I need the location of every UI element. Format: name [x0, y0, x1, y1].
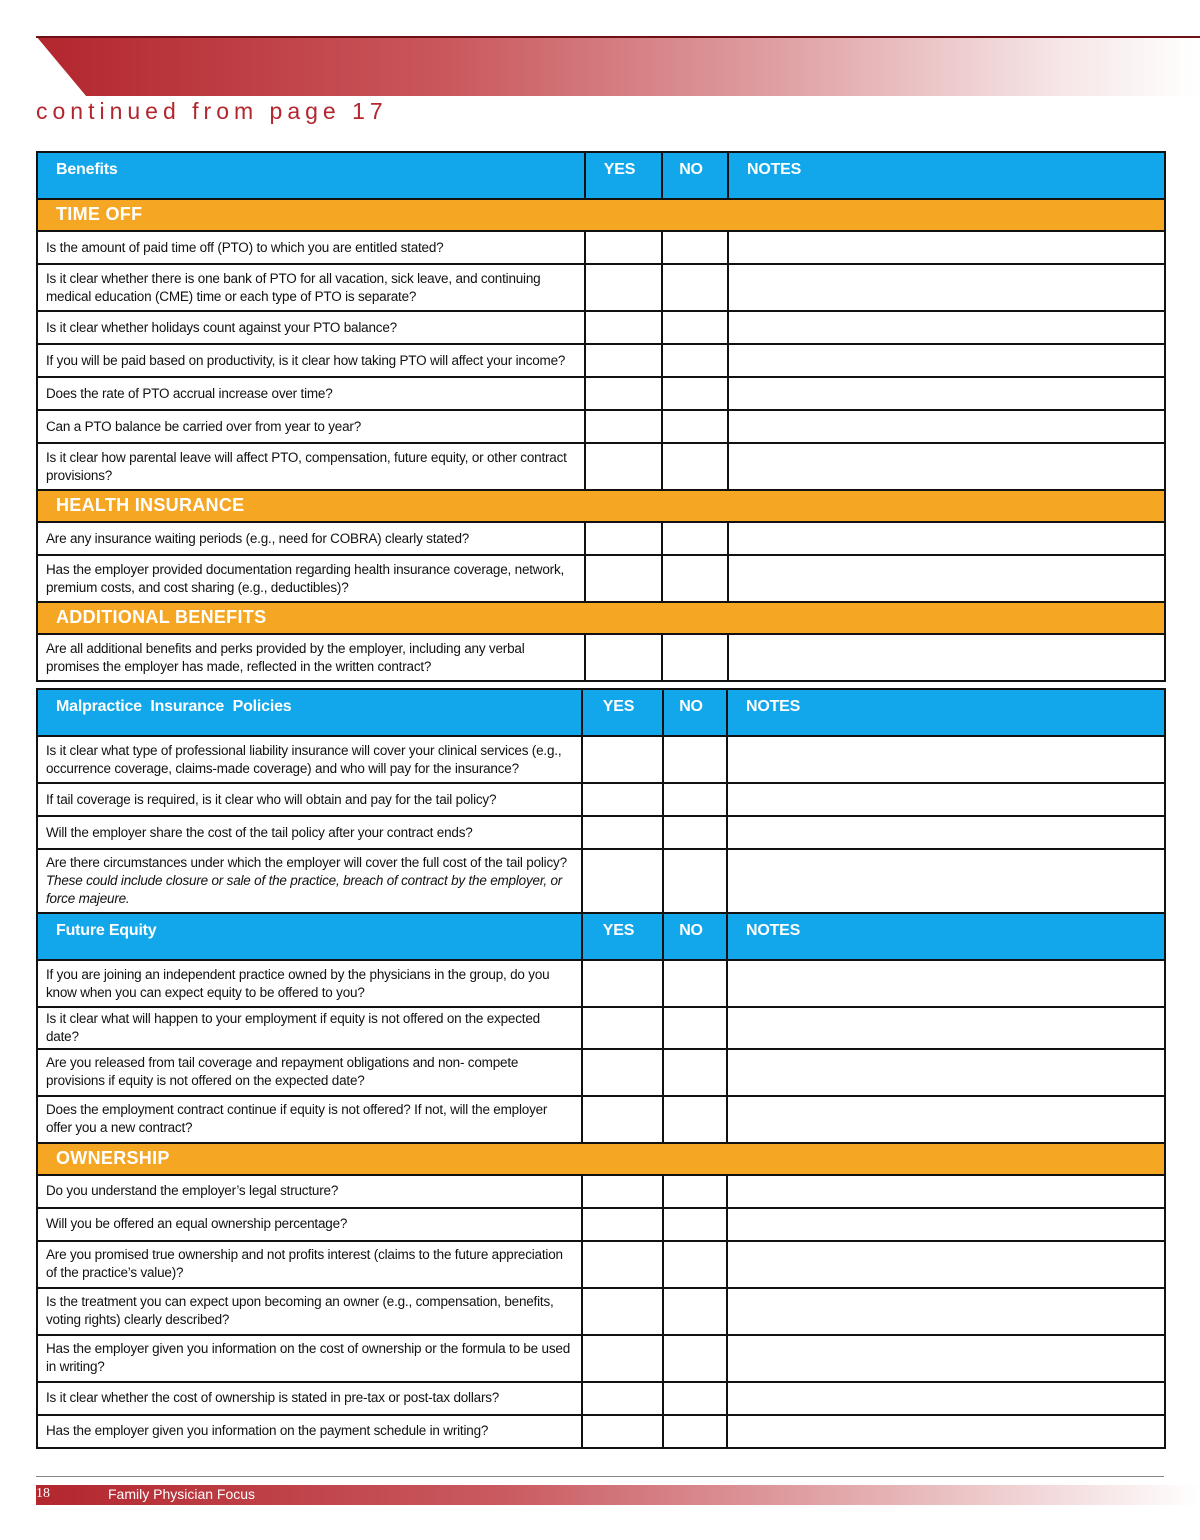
- notes-column-header: NOTES: [727, 689, 1165, 736]
- table-row: [37, 311, 1165, 344]
- notes-field[interactable]: [728, 634, 1165, 681]
- category-row-time-off: [37, 199, 1165, 231]
- yes-checkbox[interactable]: [582, 1288, 663, 1335]
- category-title: ADDITIONAL BENEFITS: [37, 602, 1165, 634]
- no-checkbox[interactable]: [663, 1049, 727, 1096]
- question-text: Is it clear how parental leave will affect PTO, compensation, future equity, or other contract provisions?: [37, 443, 585, 490]
- notes-field[interactable]: [728, 410, 1165, 443]
- table-row: [37, 522, 1165, 555]
- table-row: [37, 960, 1165, 1007]
- notes-field[interactable]: [727, 1241, 1165, 1288]
- no-column-header: NO: [663, 689, 727, 736]
- no-checkbox[interactable]: [662, 410, 728, 443]
- yes-checkbox[interactable]: [582, 1382, 663, 1415]
- yes-checkbox[interactable]: [585, 264, 662, 311]
- notes-field[interactable]: [727, 1208, 1165, 1241]
- no-checkbox[interactable]: [662, 555, 728, 602]
- yes-column-header: YES: [582, 689, 663, 736]
- question-text: Is it clear what type of professional liability insurance will cover your clinical services (e.g., occurrence coverage, claims-made coverage) and who will pay for the insurance?: [37, 736, 582, 783]
- header-decorative-band: [36, 36, 1200, 96]
- no-checkbox[interactable]: [663, 1241, 727, 1288]
- yes-column-header: YES: [582, 913, 663, 960]
- yes-checkbox[interactable]: [582, 816, 663, 849]
- table-row: [37, 410, 1165, 443]
- notes-column-header: NOTES: [728, 152, 1165, 199]
- footer-rule: [36, 1476, 1164, 1477]
- continued-label: continued from page 17: [36, 98, 388, 124]
- equity-header-row: [37, 913, 1165, 960]
- notes-field[interactable]: [728, 344, 1165, 377]
- notes-field[interactable]: [728, 264, 1165, 311]
- question-text: Do you understand the employer’s legal structure?: [37, 1175, 582, 1208]
- yes-checkbox[interactable]: [582, 736, 663, 783]
- no-checkbox[interactable]: [662, 311, 728, 344]
- question-text: If tail coverage is required, is it clear who will obtain and pay for the tail policy?: [37, 783, 582, 816]
- no-checkbox[interactable]: [663, 1096, 727, 1143]
- table-row: [37, 377, 1165, 410]
- yes-checkbox[interactable]: [582, 1096, 663, 1143]
- yes-checkbox[interactable]: [582, 1007, 663, 1049]
- question-text: Are there circumstances under which the employer will cover the full cost of the tail policy?: [46, 855, 567, 871]
- category-row-additional-benefits: [37, 602, 1165, 634]
- table-row: [37, 1288, 1165, 1335]
- notes-field[interactable]: [727, 736, 1165, 783]
- yes-checkbox[interactable]: [582, 1241, 663, 1288]
- equity-title: Future Equity: [37, 913, 582, 960]
- table-row: [37, 264, 1165, 311]
- benefits-title: Benefits: [37, 152, 585, 199]
- category-title: OWNERSHIP: [37, 1143, 1165, 1175]
- no-checkbox[interactable]: [662, 264, 728, 311]
- notes-field[interactable]: [727, 1335, 1165, 1382]
- table-row: [37, 1208, 1165, 1241]
- table-row: [37, 1241, 1165, 1288]
- no-checkbox[interactable]: [663, 960, 727, 1007]
- no-checkbox[interactable]: [662, 231, 728, 264]
- notes-field[interactable]: [727, 1382, 1165, 1415]
- notes-field[interactable]: [727, 1288, 1165, 1335]
- yes-checkbox[interactable]: [582, 960, 663, 1007]
- no-checkbox[interactable]: [663, 1382, 727, 1415]
- no-checkbox[interactable]: [662, 634, 728, 681]
- malpractice-title: Malpractice Insurance Policies: [37, 689, 582, 736]
- no-checkbox[interactable]: [663, 783, 727, 816]
- table-row: [37, 231, 1165, 264]
- question-text: Does the employment contract continue if equity is not offered? If not, will the employer offer you a new contract?: [37, 1096, 582, 1143]
- table-row: [37, 816, 1165, 849]
- notes-field[interactable]: [728, 231, 1165, 264]
- table-row: [37, 1175, 1165, 1208]
- no-checkbox[interactable]: [662, 377, 728, 410]
- question-text: If you are joining an independent practice owned by the physicians in the group, do you know when you can expect equity to be offered to you?: [37, 960, 582, 1007]
- question-text: Are you promised true ownership and not profits interest (claims to the future appreciation of the practice’s value)?: [37, 1241, 582, 1288]
- category-row-health-insurance: [37, 490, 1165, 522]
- notes-field[interactable]: [727, 960, 1165, 1007]
- yes-checkbox[interactable]: [585, 311, 662, 344]
- notes-field[interactable]: [728, 443, 1165, 490]
- yes-checkbox[interactable]: [585, 231, 662, 264]
- question-text: Will you be offered an equal ownership percentage?: [37, 1208, 582, 1241]
- malpractice-equity-table: [36, 688, 1166, 1449]
- yes-checkbox[interactable]: [585, 377, 662, 410]
- notes-column-header: NOTES: [727, 913, 1165, 960]
- question-text: Is it clear whether there is one bank of PTO for all vacation, sick leave, and continuing medical education (CME) time or each type of PTO is separate?: [37, 264, 585, 311]
- table-row: [37, 1049, 1165, 1096]
- benefits-header-row: [37, 152, 1165, 199]
- notes-field[interactable]: [727, 1415, 1165, 1448]
- publication-name: Family Physician Focus: [108, 1486, 256, 1502]
- notes-field[interactable]: [728, 522, 1165, 555]
- category-title: HEALTH INSURANCE: [37, 490, 1165, 522]
- no-checkbox[interactable]: [663, 1175, 727, 1208]
- question-note: These could include closure or sale of the practice, breach of contract by the employer, or force majeure.: [46, 873, 563, 906]
- yes-checkbox[interactable]: [582, 1335, 663, 1382]
- question-text: Is it clear whether the cost of ownership is stated in pre-tax or post-tax dollars?: [37, 1382, 582, 1415]
- question-text: Has the employer given you information on the cost of ownership or the formula to be used in writing?: [37, 1335, 582, 1382]
- table-row: [37, 1382, 1165, 1415]
- table-row: [37, 1415, 1165, 1448]
- table-row: [37, 634, 1165, 681]
- table-row: [37, 555, 1165, 602]
- notes-field[interactable]: [728, 555, 1165, 602]
- question-text-with-note: [37, 849, 582, 913]
- benefits-table: [36, 151, 1166, 682]
- table-row: [37, 1007, 1165, 1049]
- yes-checkbox[interactable]: [582, 1208, 663, 1241]
- notes-field[interactable]: [728, 311, 1165, 344]
- notes-field[interactable]: [727, 783, 1165, 816]
- no-checkbox[interactable]: [663, 816, 727, 849]
- question-text: Will the employer share the cost of the tail policy after your contract ends?: [37, 816, 582, 849]
- question-text: Is the treatment you can expect upon becoming an owner (e.g., compensation, benefits, voting rights) clearly described?: [37, 1288, 582, 1335]
- question-text: Are all additional benefits and perks provided by the employer, including any verbal promises the employer has made, reflected in the written contract?: [37, 634, 585, 681]
- table-row: [37, 849, 1165, 913]
- yes-checkbox[interactable]: [585, 634, 662, 681]
- table-row: [37, 783, 1165, 816]
- notes-field[interactable]: [727, 1049, 1165, 1096]
- question-text: Does the rate of PTO accrual increase over time?: [37, 377, 585, 410]
- yes-checkbox[interactable]: [582, 783, 663, 816]
- notes-field[interactable]: [727, 849, 1165, 913]
- no-checkbox[interactable]: [663, 1007, 727, 1049]
- page-number: 18: [36, 1486, 50, 1501]
- no-checkbox[interactable]: [662, 344, 728, 377]
- malpractice-header-row: [37, 689, 1165, 736]
- notes-field[interactable]: [727, 1007, 1165, 1049]
- table-row: [37, 443, 1165, 490]
- no-checkbox[interactable]: [663, 1335, 727, 1382]
- yes-checkbox[interactable]: [585, 555, 662, 602]
- yes-checkbox[interactable]: [582, 1415, 663, 1448]
- table-row: [37, 344, 1165, 377]
- yes-checkbox[interactable]: [585, 443, 662, 490]
- no-checkbox[interactable]: [663, 1208, 727, 1241]
- yes-checkbox[interactable]: [582, 1175, 663, 1208]
- question-text: Are any insurance waiting periods (e.g., need for COBRA) clearly stated?: [37, 522, 585, 555]
- yes-checkbox[interactable]: [582, 849, 663, 913]
- question-text: Can a PTO balance be carried over from year to year?: [37, 410, 585, 443]
- notes-field[interactable]: [727, 816, 1165, 849]
- notes-field[interactable]: [727, 1096, 1165, 1143]
- no-checkbox[interactable]: [662, 443, 728, 490]
- category-row-ownership: [37, 1143, 1165, 1175]
- question-text: Has the employer provided documentation regarding health insurance coverage, network, premium costs, and cost sharing (e.g., deductibles)?: [37, 555, 585, 602]
- no-checkbox[interactable]: [663, 1415, 727, 1448]
- yes-checkbox[interactable]: [585, 344, 662, 377]
- category-title: TIME OFF: [37, 199, 1165, 231]
- no-checkbox[interactable]: [662, 522, 728, 555]
- table-row: [37, 1335, 1165, 1382]
- no-column-header: NO: [663, 913, 727, 960]
- yes-column-header: YES: [585, 152, 662, 199]
- yes-checkbox[interactable]: [585, 522, 662, 555]
- question-text: Is it clear whether holidays count against your PTO balance?: [37, 311, 585, 344]
- question-text: Is the amount of paid time off (PTO) to which you are entitled stated?: [37, 231, 585, 264]
- no-checkbox[interactable]: [663, 1288, 727, 1335]
- no-checkbox[interactable]: [663, 849, 727, 913]
- question-text: Is it clear what will happen to your employment if equity is not offered on the expected date?: [37, 1007, 582, 1049]
- table-row: [37, 736, 1165, 783]
- question-text: Has the employer given you information on the payment schedule in writing?: [37, 1415, 582, 1448]
- no-checkbox[interactable]: [663, 736, 727, 783]
- header-rule: [36, 36, 1200, 38]
- notes-field[interactable]: [728, 377, 1165, 410]
- question-text: If you will be paid based on productivity, is it clear how taking PTO will affect your income?: [37, 344, 585, 377]
- yes-checkbox[interactable]: [582, 1049, 663, 1096]
- yes-checkbox[interactable]: [585, 410, 662, 443]
- question-text: Are you released from tail coverage and repayment obligations and non- compete provisions if equity is not offered on the expected date?: [37, 1049, 582, 1096]
- no-column-header: NO: [662, 152, 728, 199]
- table-row: [37, 1096, 1165, 1143]
- notes-field[interactable]: [727, 1175, 1165, 1208]
